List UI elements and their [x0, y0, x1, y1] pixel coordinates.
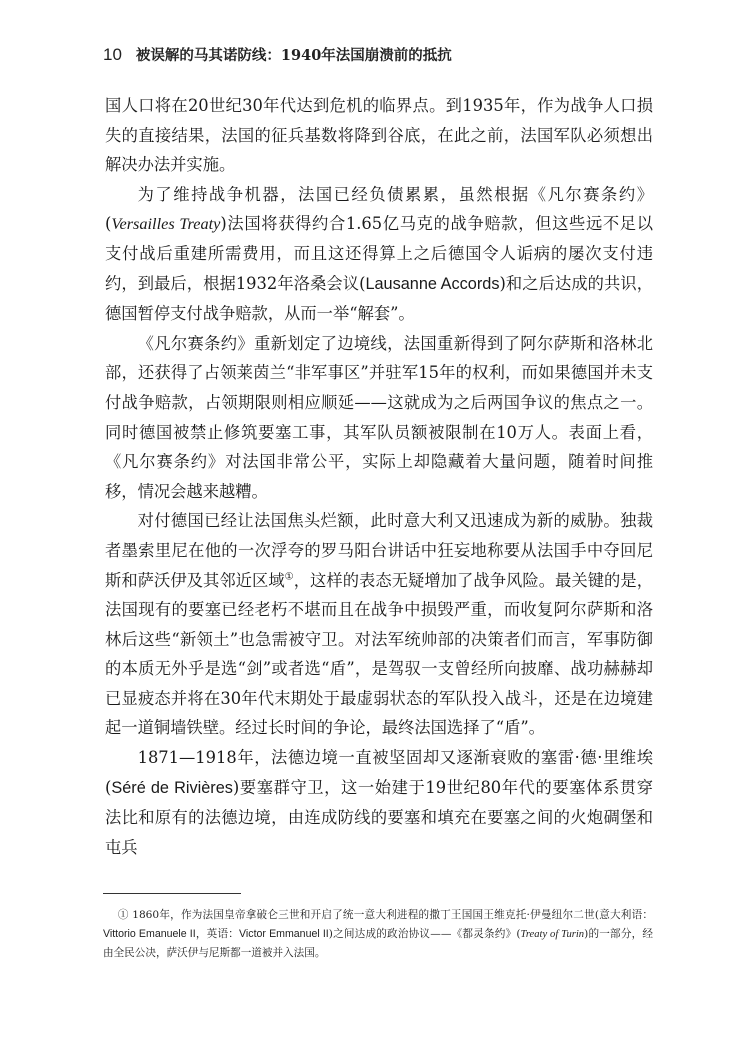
paragraph-text: 1871—1918年，法德边境一直被坚固却又逐渐衰败的塞雷·德·里维埃(: [105, 748, 653, 797]
paragraph-text: )法国将获得约合1.65亿马克的战争赔款，但这些远不足以支付战后重建所需费用，而且这还得算上之后德国令人诟病的屡次支付违约，到最后，根据1932年洛桑会议(: [105, 214, 654, 293]
footnote-text: )的一部分，经由全民公决，萨沃伊与尼斯都一道被并入法国。: [103, 928, 654, 959]
footnote-text: ，英语：: [195, 928, 240, 940]
footnote-reference[interactable]: ①: [284, 571, 294, 583]
paragraph-text: 对付德国已经让法国焦头烂额，此时意大利又迅速成为新的威胁。独裁者墨索里尼在他的一次浮夸的罗马阳台讲话中狂妄地称要从法国手中夺回尼斯和萨沃伊及其邻近区域: [105, 511, 653, 590]
body-text: [105, 91, 653, 862]
paragraph-text: ，这样的表态无疑增加了战争风险。最关键的是，法国现有的要塞已经老朽不堪而且在战争中损毁严重，而收复阿尔萨斯和洛林后这些“新领土”也急需被守卫。对法军统帅部的决策者们而言，军事防御的本质无外乎是选“剑”或者选“盾”，是驾驭一支曾经所向披靡、战功赫赫却已显疲态并将在30年代末期处于最虚弱状态的军队投入战斗，还是在边境建起一道铜墙铁壁。经过长时间的争论，最终法国选择了“盾”。: [105, 570, 653, 738]
paragraph-1: [105, 91, 653, 180]
term-victor-emmanuel: Victor Emmanuel II: [239, 928, 329, 940]
paragraph-text: )要塞群守卫，这一始建于19世纪80年代的要塞体系贯穿法比和原有的法德边境，由连成防线的要塞和填充在要塞之间的火炮碉堡和屯兵: [105, 777, 653, 857]
term-versailles-treaty: Versailles Treaty: [111, 214, 221, 234]
running-header: [103, 44, 660, 65]
running-title: 被误解的马其诺防线：1940年法国崩溃前的抵抗: [135, 47, 452, 64]
footnotes: [103, 906, 653, 963]
page-number: 10: [103, 45, 122, 64]
term-sere-de-rivieres: Séré de Rivières: [111, 778, 233, 797]
paragraph-4: [105, 506, 653, 743]
term-treaty-of-turin: Treaty of Turin: [520, 929, 585, 940]
footnote-1: [103, 906, 653, 963]
term-vittorio-emanuele: Vittorio Emanuele II: [103, 928, 196, 940]
paragraph-text: 国人口将在20世纪30年代达到危机的临界点。到1935年，作为战争人口损失的直接结果，法国的征兵基数将降到谷底，在此之前，法国军队必须想出解决办法并实施。: [105, 96, 653, 175]
paragraph-text: )和之后达成的共识，德国暂停支付战争赔款，从而一举“解套”。: [105, 273, 654, 324]
footnote-divider: [103, 893, 241, 894]
term-lausanne-accords: Lausanne Accords: [365, 274, 500, 293]
paragraph-text: 为了维持战争机器，法国已经负债累累，虽然根据《凡尔赛条约》(: [105, 184, 653, 234]
paragraph-5: [105, 743, 653, 862]
paragraph-text: 《凡尔赛条约》重新划定了边境线，法国重新得到了阿尔萨斯和洛林北部，还获得了占领莱茵兰“非军事区”并驻军15年的权利，而如果德国并未支付战争赔款，占领期限则相应顺延——这就成为之后两国争议的焦点之一。同时德国被禁止修筑要塞工事，其军队员额被限制在10万人。表面上看，《凡尔赛条约》对法国非常公平，实际上却隐藏着大量问题，随着时间推移，情况会越来越糟。: [105, 333, 653, 501]
footnote-text: ① 1860年，作为法国皇帝拿破仑三世和开启了统一意大利进程的撒丁王国国王维克托·伊曼纽尔二世(意大利语：: [117, 909, 653, 921]
footnote-text: )之间达成的政治协议——《都灵条约》(: [328, 928, 521, 940]
paragraph-2: [105, 180, 653, 329]
paragraph-3: [105, 329, 653, 507]
